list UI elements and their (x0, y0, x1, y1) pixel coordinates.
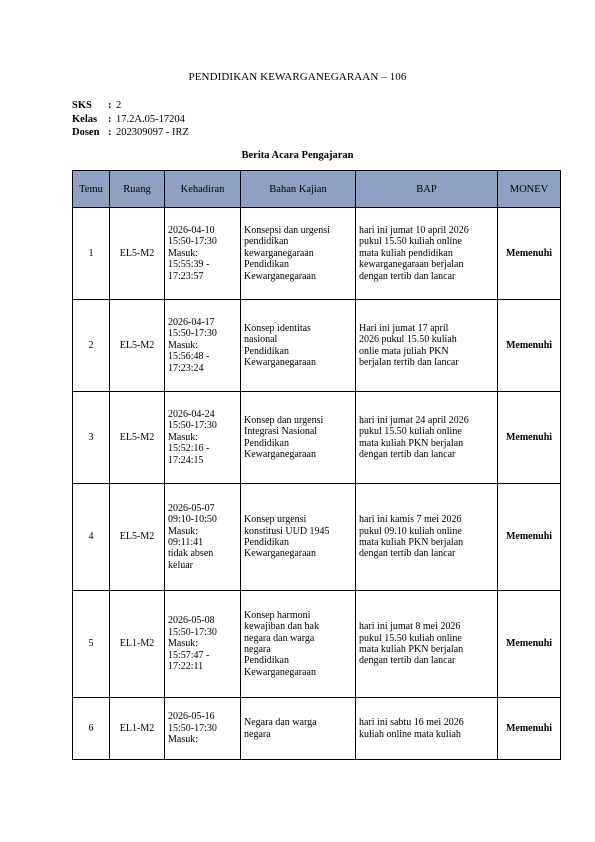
cell-monev: Memenuhi (498, 392, 561, 484)
cell-bap (356, 300, 498, 392)
cell-kehadiran-line: 15:57:47 - (168, 649, 210, 661)
cell-bahan-kajian-line: Konsep identitas (244, 322, 311, 334)
cell-bap-line: dengan tertib dan lancar (359, 270, 456, 282)
cell-ruang: EL1-M2 (110, 698, 165, 760)
cell-kehadiran-line: 2026-05-08 (168, 615, 215, 627)
cell-bahan-kajian-line: negara (244, 644, 271, 655)
cell-temu: 6 (73, 698, 110, 760)
meta-label: SKS (72, 100, 92, 111)
cell-ruang: EL5-M2 (110, 208, 165, 300)
cell-kehadiran-line: 15:50-17:30 (168, 328, 217, 340)
cell-bahan-kajian-line: kewarganegaraan (244, 247, 314, 259)
course-meta (72, 99, 189, 140)
cell-bahan-kajian-line: Konsep harmoni (244, 609, 311, 621)
cell-bap-line: hari ini jumat 10 april 2026 (359, 224, 469, 236)
cell-kehadiran-line: 15:50-17:30 (168, 420, 217, 432)
cell-temu: 5 (73, 591, 110, 698)
cell-kehadiran-line: Masuk: (168, 734, 198, 746)
cell-temu: 4 (73, 484, 110, 591)
table-body (73, 208, 561, 760)
cell-kehadiran-line: 2026-04-24 (168, 408, 215, 420)
cell-bahan-kajian-line: pendidikan (244, 236, 289, 248)
cell-kehadiran-line: 17:22:11 (168, 661, 204, 673)
meta-value: 202309097 - IRZ (116, 127, 189, 138)
cell-temu: 1 (73, 208, 110, 300)
table-row (73, 392, 561, 484)
header-bahan-kajian: Bahan Kajian (241, 171, 356, 208)
cell-ruang: EL5-M2 (110, 300, 165, 392)
cell-bahan-kajian-line: Konsep urgensi (244, 514, 307, 526)
cell-kehadiran (165, 591, 241, 698)
cell-bahan-kajian-line: nasional (244, 334, 278, 346)
cell-bap-line: mata kuliah PKN berjalan (359, 537, 464, 548)
cell-temu: 3 (73, 392, 110, 484)
cell-bahan-kajian (241, 392, 356, 484)
cell-bap-line: mata kuliah PKN berjalan (359, 644, 464, 655)
cell-bap-line: dengan tertib dan lancar (359, 548, 456, 560)
cell-bahan-kajian-line: Kewarganegaraan (244, 448, 316, 460)
table-row (73, 208, 561, 300)
cell-bahan-kajian-line: Pendidikan (244, 259, 289, 271)
cell-kehadiran (165, 698, 241, 760)
cell-bahan-kajian-line: Pendidikan (244, 655, 289, 667)
cell-bahan-kajian-line: negara (244, 728, 271, 740)
cell-bap (356, 392, 498, 484)
cell-monev: Memenuhi (498, 300, 561, 392)
cell-bap-line: hari ini sabtu 16 mei 2026 (359, 717, 464, 729)
cell-bahan-kajian (241, 484, 356, 591)
cell-kehadiran-line: 15:55:39 - (168, 259, 210, 271)
cell-kehadiran-line: 2026-04-10 (168, 224, 215, 236)
meta-separator: : (108, 113, 112, 125)
cell-bap-line: mata kuliah PKN berjalan (359, 437, 464, 449)
cell-ruang: EL5-M2 (110, 392, 165, 484)
table-row (73, 591, 561, 698)
table-header-row (73, 171, 561, 208)
header-bap: BAP (356, 171, 498, 208)
cell-bap-line: pukul 15.50 kuliah online (359, 632, 462, 644)
cell-bap-line: mata kuliah pendidikan (359, 247, 453, 259)
header-kehadiran: Kehadiran (165, 171, 241, 208)
cell-bahan-kajian-line: Konsepsi dan urgensi (244, 224, 330, 236)
page-title: PENDIDIKAN KEWARGANEGARAAN – 106 (188, 71, 407, 83)
cell-bap-line: berjalan tertib dan lancar (359, 356, 459, 368)
cell-bahan-kajian-line: Negara dan warga (244, 717, 317, 729)
cell-monev: Memenuhi (498, 698, 561, 760)
cell-kehadiran-line: 09:10-10:50 (168, 514, 217, 526)
table-row (73, 698, 561, 760)
cell-monev: Memenuhi (498, 208, 561, 300)
cell-kehadiran-line: Masuk: (168, 525, 198, 537)
meta-dosen (72, 126, 189, 140)
cell-bahan-kajian (241, 591, 356, 698)
meta-label: Dosen (72, 127, 100, 138)
cell-kehadiran-line: 2026-05-16 (168, 711, 215, 723)
meta-sks (72, 99, 189, 113)
header-ruang: Ruang (110, 171, 165, 208)
cell-bap-line: pukul 15.50 kuliah online (359, 426, 462, 438)
cell-monev: Memenuhi (498, 591, 561, 698)
cell-kehadiran-line: Masuk: (168, 247, 198, 259)
cell-monev: Memenuhi (498, 484, 561, 591)
cell-bap-line: kewarganegaraan berjalan (359, 259, 464, 271)
cell-kehadiran-line: 15:50-17:30 (168, 236, 217, 248)
cell-bap (356, 698, 498, 760)
cell-bap (356, 591, 498, 698)
cell-kehadiran-line: keluar (168, 559, 193, 571)
cell-bahan-kajian-line: Pendidikan (244, 537, 289, 548)
cell-bap (356, 484, 498, 591)
header-monev: MONEV (498, 171, 561, 208)
header-temu: Temu (73, 171, 110, 208)
table-row (73, 300, 561, 392)
cell-bap-line: onlie mata juliah PKN (359, 345, 449, 357)
cell-bap-line: 2026 pukul 15.50 kuliah (359, 334, 457, 346)
cell-kehadiran (165, 392, 241, 484)
cell-temu: 2 (73, 300, 110, 392)
table-row (73, 484, 561, 591)
cell-kehadiran-line: 2026-05-07 (168, 502, 215, 514)
cell-kehadiran-line: tidak absen (168, 548, 214, 560)
meta-label: Kelas (72, 113, 98, 125)
cell-bahan-kajian (241, 208, 356, 300)
cell-bahan-kajian (241, 698, 356, 760)
cell-kehadiran-line: Masuk: (168, 638, 198, 650)
cell-bahan-kajian-line: kewajiban dan hak (244, 621, 319, 633)
cell-ruang: EL5-M2 (110, 484, 165, 591)
cell-kehadiran-line: 17:23:24 (168, 362, 204, 374)
meta-separator: : (108, 100, 112, 111)
meta-value: 17.2A.05-17204 (116, 113, 185, 125)
cell-bahan-kajian-line: Pendidikan (244, 437, 289, 449)
cell-bap-line: hari ini kamis 7 mei 2026 (359, 514, 462, 526)
cell-bap-line: Hari ini jumat 17 april (359, 322, 449, 334)
cell-bahan-kajian-line: konstitusi UUD 1945 (244, 525, 330, 537)
cell-bap (356, 208, 498, 300)
cell-kehadiran-line: 15:56:48 - (168, 351, 210, 363)
cell-bap-line: hari ini jumat 8 mei 2026 (359, 621, 461, 633)
cell-kehadiran-line: Masuk: (168, 431, 198, 443)
cell-kehadiran-line: 15:52:16 - (168, 443, 210, 455)
cell-ruang: EL1-M2 (110, 591, 165, 698)
cell-kehadiran-line: 15:50-17:30 (168, 722, 217, 734)
cell-bap-line: dengan tertib dan lancar (359, 448, 456, 460)
cell-bahan-kajian-line: Konsep dan urgensi (244, 414, 324, 426)
cell-bahan-kajian-line: Kewarganegaraan (244, 666, 316, 678)
cell-bahan-kajian-line: Kewarganegaraan (244, 270, 316, 282)
cell-kehadiran-line: 09:11:41 (168, 537, 204, 548)
meta-kelas (72, 113, 189, 127)
cell-bap-line: kuliah online mata kuliah (359, 728, 461, 740)
cell-kehadiran (165, 484, 241, 591)
cell-kehadiran-line: Masuk: (168, 339, 198, 351)
cell-bahan-kajian-line: Pendidikan (244, 345, 289, 357)
bap-table (72, 170, 561, 760)
meta-separator: : (108, 127, 112, 138)
cell-kehadiran (165, 300, 241, 392)
cell-bap-line: pukul 15.50 kuliah online (359, 236, 462, 248)
cell-bap-line: pukul 09.10 kuliah online (359, 525, 462, 537)
cell-bahan-kajian-line: Kewarganegaraan (244, 548, 316, 560)
cell-kehadiran (165, 208, 241, 300)
cell-bahan-kajian-line: Integrasi Nasional (244, 426, 318, 438)
cell-kehadiran-line: 17:24:15 (168, 454, 204, 466)
section-subtitle: Berita Acara Pengajaran (241, 150, 354, 161)
cell-bahan-kajian-line: Kewarganegaraan (244, 356, 316, 368)
cell-kehadiran-line: 15:50-17:30 (168, 626, 217, 638)
cell-bap-line: dengan tertib dan lancar (359, 655, 456, 667)
meta-value: 2 (116, 100, 122, 111)
cell-kehadiran-line: 17:23:57 (168, 270, 204, 282)
cell-bahan-kajian-line: negara dan warga (244, 632, 315, 644)
cell-kehadiran-line: 2026-04-17 (168, 316, 215, 328)
cell-bap-line: hari ini jumat 24 april 2026 (359, 414, 469, 426)
cell-bahan-kajian (241, 300, 356, 392)
